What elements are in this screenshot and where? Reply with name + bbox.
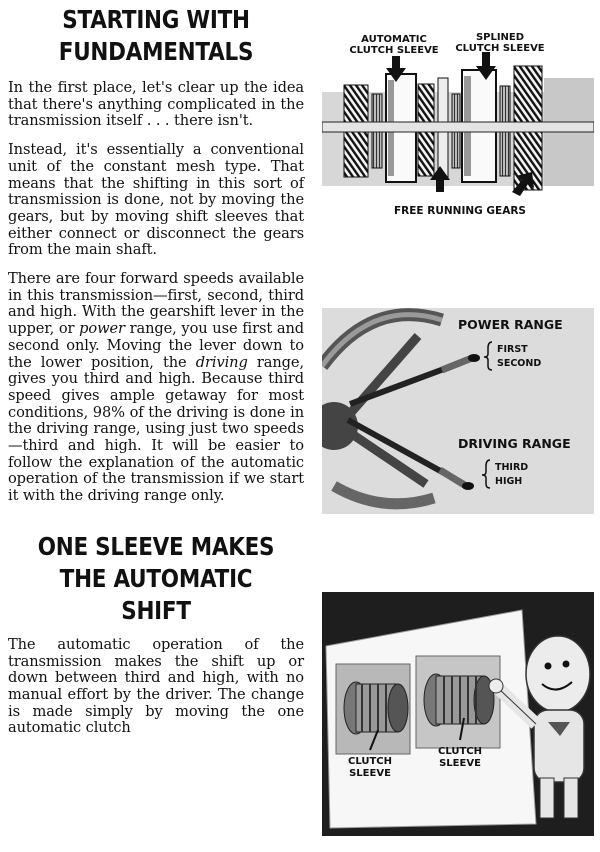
label-clutch-sleeve: CLUTCH SLEEVE [349,45,439,56]
steering-wheel-illustration [322,308,594,514]
emphasis-driving: driving [195,353,248,371]
heading-one-sleeve [29,531,284,627]
label-clutch-left: CLUTCH [347,756,393,767]
label-splined: SPLINED [475,32,525,43]
text-run: There are four forward speeds available in this transmission—first, second, third and high. With the gearshift lever in the upper, or [8,270,304,338]
label-splined-clutch-sleeve: CLUTCH SLEEVE [455,43,545,54]
label-automatic: AUTOMATIC [361,34,427,45]
heading-line: ONE SLEEVE MAKES [37,531,275,561]
display-board-illustration [322,592,594,836]
figure-transmission-gears [322,30,594,226]
text-run: range, you use first and second only. Moving the lever down to the lower position, the [8,320,305,371]
label-free-running-gears: FREE RUNNING GEARS [394,205,526,217]
emphasis-power: power [79,320,125,338]
heading-line: FUNDAMENTALS [58,37,254,66]
label-sleeve-right: SLEEVE [439,758,481,769]
label-power-range: POWER RANGE [458,317,563,332]
label-third: THIRD [495,462,529,473]
label-first: FIRST [497,344,528,355]
paragraph: In the first place, let's clear up the idea that there's anything complicated in the transmission itself . . . there isn't. [8,79,304,130]
heading-line: STARTING WITH [62,5,250,34]
label-sleeve-left: SLEEVE [349,768,391,779]
label-driving-range: DRIVING RANGE [458,436,571,451]
figure-display-board [322,592,594,836]
heading-starting-with-fundamentals [29,4,284,68]
text-column [8,0,304,749]
figure-steering-wheel [322,308,594,514]
paragraph: Instead, it's essentially a conventional unit of the constant mesh type. That means that the shifting in this sort of transmission is done, not by moving the gears, but by moving shift sleeves that either connect or disconnect the gears from the main shaft. [8,141,304,259]
gear-assembly-left [344,682,408,734]
label-clutch-right: CLUTCH [437,746,483,757]
label-high: HIGH [495,476,523,487]
text-run: range, gives you third and high. Because third speed gives ample getaway for most conditions, 98% of the driving is done in the driving range, using just two speeds—third and high. It will be easier to follow the explanation of the automatic operation of the transmission if we start it with the driving range only. [8,353,305,505]
paragraph [8,271,304,505]
gear-illustration [322,30,594,226]
gear-assembly-right [424,674,494,726]
paragraph: The automatic operation of the transmission makes the shift up or down between third and high, with no manual effort by the driver. The change is made simply by moving the one automatic clutch [8,635,304,737]
label-second: SECOND [497,358,542,369]
heading-line: THE AUTOMATIC SHIFT [59,563,253,625]
